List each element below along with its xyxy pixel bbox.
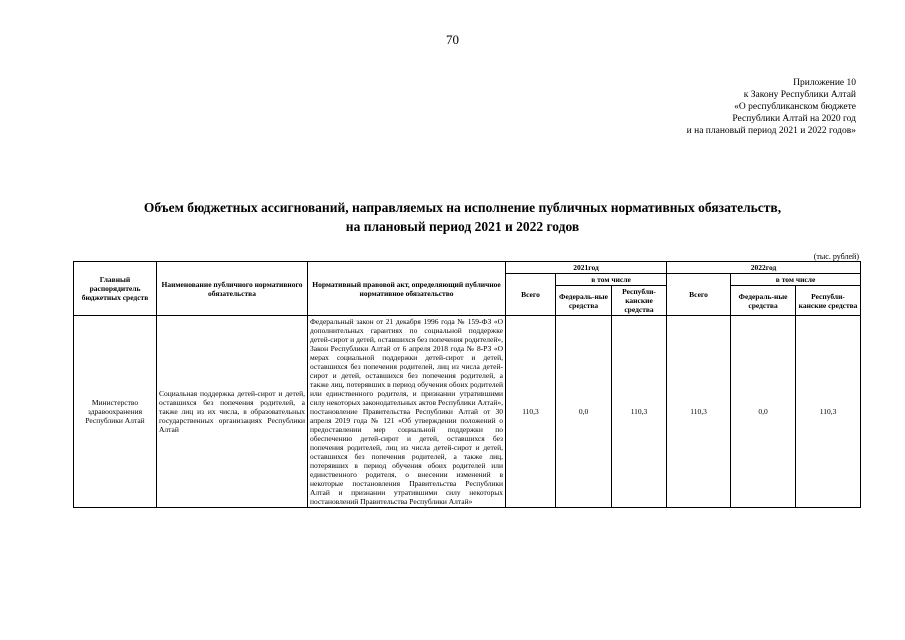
appendix-line: Приложение 10 <box>793 78 856 88</box>
page-number: 70 <box>446 32 459 47</box>
cell-act: Федеральный закон от 21 декабря 1996 года № 159-ФЗ «О дополнительных гарантиях по социальной поддержке детей-сирот и детей, оставшихся без попечения родителей», Закон Республики Алтай от 6 апреля 2018 года № 8-РЗ «О мерах социальной поддержки детей-сирот и детей, оставшихся без попечения родителей, лиц из числа детей-сирот и детей, оставшихся без попечения родителей, а также лиц, потерявших в период обучения обоих родителей или единственного родителя, и признании утратившими силу некоторых законодательных актов Республики Алтай», постановление Правительства Республики Алтай от 30 апреля 2019 года № 121 «Об утверждении положений о предоставлении мер социальной поддержки по обеспечению детей-сирот и детей, оставшихся без попечения родителей, лиц из числа детей-сирот и детей, оставшихся без попечения родителей, а также лиц, потерявших в период обучения обоих родителей или единственного родителя, о внесении изменений в некоторые постановления Правительства Республики Алтай и признании утратившими силу некоторых постановлений Правительства Республики Алтай» <box>308 316 506 508</box>
header-obligation: Наименование публичного нормативного обязательства <box>157 262 308 316</box>
header-year-2021: 2021год <box>506 262 667 274</box>
appendix-line: Республики Алтай на 2020 год <box>732 114 856 124</box>
header-federal-2022: Федераль-ные средства <box>731 286 796 316</box>
document-title-line2: на плановый период 2021 и 2022 годов <box>345 219 580 234</box>
header-including-2021: в том числе <box>556 274 667 286</box>
document-title-line1: Объем бюджетных ассигнований, направляемых на исполнение публичных нормативных обязательств, <box>143 200 782 215</box>
cell-2021-total: 110,3 <box>506 316 556 508</box>
appendix-line: и на плановый период 2021 и 2022 годов» <box>686 126 856 136</box>
appendix-line: «О республиканском бюджете <box>734 102 856 112</box>
header-total-2021: Всего <box>506 274 556 316</box>
document-title <box>60 198 865 236</box>
header-including-2022: в том числе <box>731 274 861 286</box>
cell-2022-total: 110,3 <box>667 316 731 508</box>
table-row <box>74 316 861 508</box>
header-republic-2022: Республи-канские средства <box>796 286 861 316</box>
cell-2022-republic: 110,3 <box>796 316 861 508</box>
header-act: Нормативный правовой акт, определяющий публичное нормативное обязательство <box>308 262 506 316</box>
header-manager: Главный распорядитель бюджетных средств <box>74 262 157 316</box>
cell-2022-federal: 0,0 <box>731 316 796 508</box>
appendix-line: к Закону Республики Алтай <box>743 90 856 100</box>
cell-2021-federal: 0,0 <box>556 316 612 508</box>
header-republic-2021: Республи-канские средства <box>612 286 667 316</box>
cell-obligation: Социальная поддержка детей-сирот и детей, оставшихся без попечения родителей, а также лиц из их числа, в образовательных государственных организациях Республики Алтай <box>157 316 308 508</box>
header-total-2022: Всего <box>667 274 731 316</box>
appendix-note <box>687 77 856 137</box>
cell-2021-republic: 110,3 <box>612 316 667 508</box>
cell-manager: Министерство здравоохранения Республики Алтай <box>74 316 157 508</box>
budget-table <box>73 261 861 508</box>
units-note: (тыс. рублей) <box>813 252 859 261</box>
header-federal-2021: Федераль-ные средства <box>556 286 612 316</box>
header-year-2022: 2022год <box>667 262 861 274</box>
